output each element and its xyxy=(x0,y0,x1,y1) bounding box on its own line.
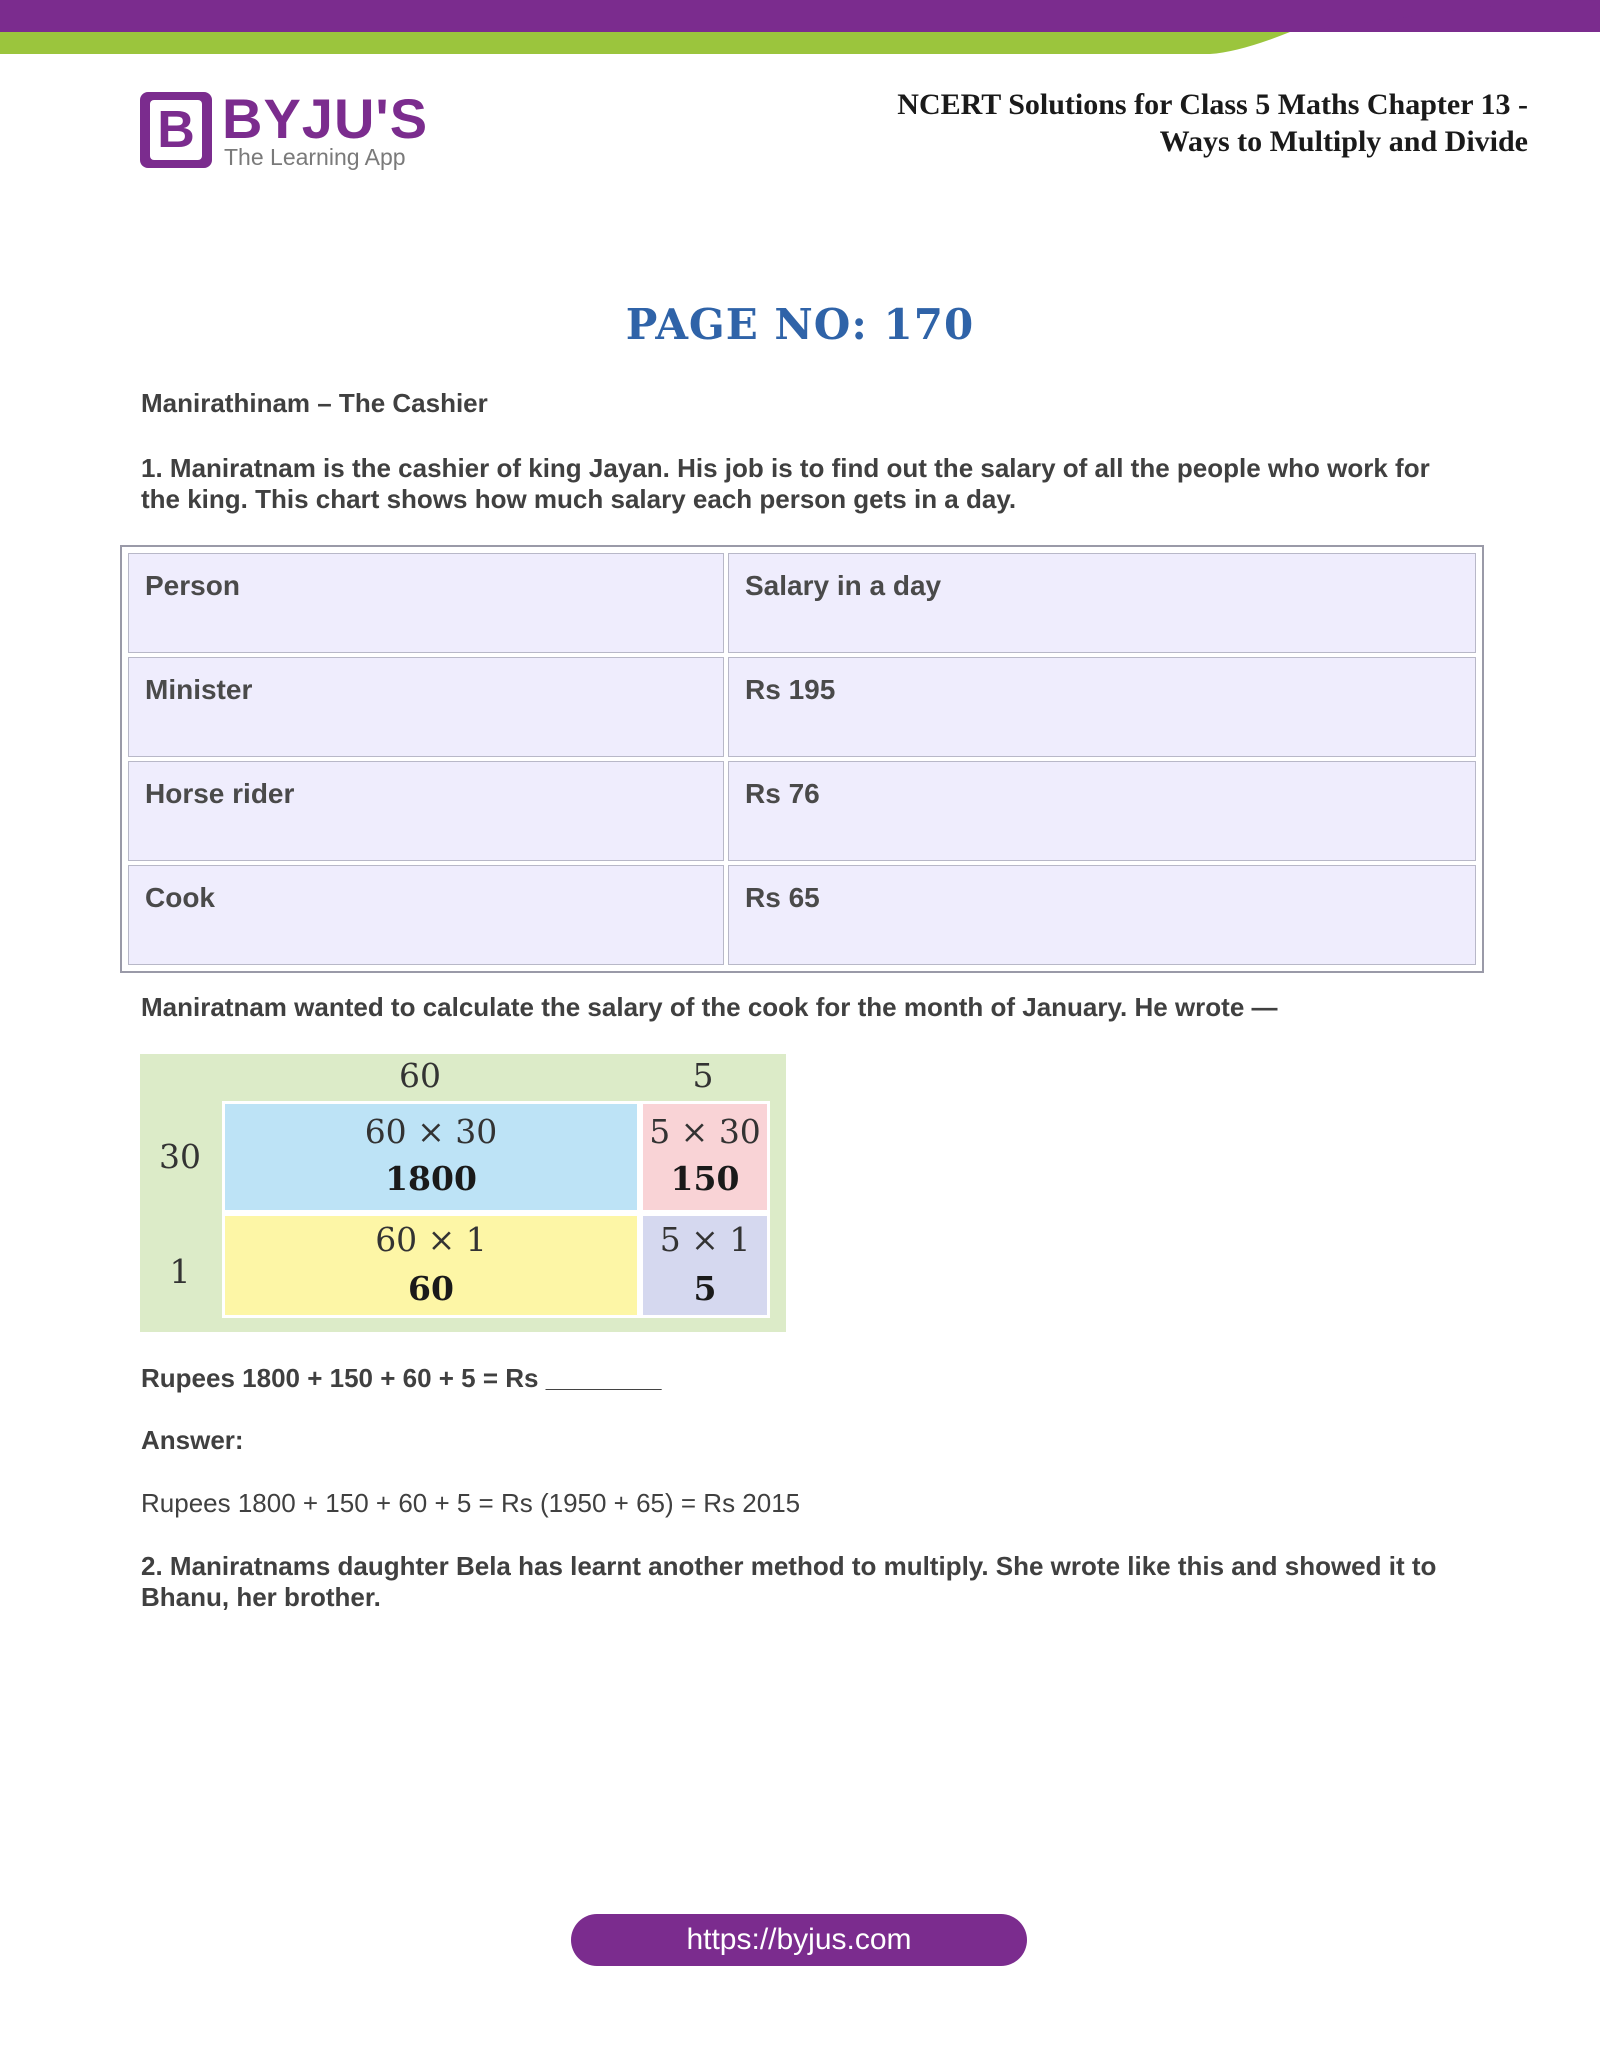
grid-cell-expression: 5 × 30 xyxy=(649,1112,761,1151)
logo-name: BYJU'S xyxy=(222,87,429,150)
grid-cell xyxy=(640,1101,770,1213)
table-row xyxy=(128,865,1476,965)
table-header-cell: Person xyxy=(128,553,724,653)
grid-cell-value: 60 xyxy=(408,1269,454,1308)
grid-cell xyxy=(640,1213,770,1318)
grid-cell-expression: 60 × 30 xyxy=(364,1112,498,1151)
grid-cell xyxy=(222,1213,640,1318)
grid-row-label: 1 xyxy=(169,1252,191,1291)
grid-cell-value: 5 xyxy=(693,1269,717,1308)
table-cell: Rs 195 xyxy=(728,657,1476,757)
footer-url-link[interactable]: https://byjus.com xyxy=(571,1914,1027,1966)
document-title-line1: NCERT Solutions for Class 5 Maths Chapter 13 - xyxy=(897,88,1528,121)
section-title: Manirathinam – The Cashier xyxy=(141,388,488,418)
grid-col-label: 60 xyxy=(399,1056,441,1095)
document-title-line2: Ways to Multiply and Divide xyxy=(1159,125,1528,158)
table-header-row xyxy=(128,553,1476,653)
grid-row-label: 30 xyxy=(159,1137,201,1176)
answer-text: Rupees 1800 + 150 + 60 + 5 = Rs (1950 + 65) = Rs 2015 xyxy=(141,1488,801,1518)
table-row xyxy=(128,761,1476,861)
question-2: 2. Maniratnams daughter Bela has learnt another method to multiply. She wrote like this and showed it to Bhanu, her brother. xyxy=(141,1551,1437,1612)
byjus-logo xyxy=(140,87,430,172)
logo-tagline: The Learning App xyxy=(224,144,406,170)
grid-col-label: 5 xyxy=(692,1056,714,1095)
salary-table xyxy=(120,545,1484,973)
table-cell: Rs 65 xyxy=(728,865,1476,965)
byjus-logo-icon: B xyxy=(140,92,212,168)
table-row xyxy=(128,657,1476,757)
intro-text: Maniratnam wanted to calculate the salary of the cook for the month of January. He wrote — xyxy=(141,992,1278,1022)
sum-line: Rupees 1800 + 150 + 60 + 5 = Rs ________ xyxy=(141,1363,662,1393)
table-cell: Cook xyxy=(128,865,724,965)
table-cell: Rs 76 xyxy=(728,761,1476,861)
grid-cell-expression: 60 × 1 xyxy=(375,1220,487,1259)
grid-cell-value: 150 xyxy=(670,1159,740,1198)
grid-cell-expression: 5 × 1 xyxy=(659,1220,751,1259)
top-decorative-band xyxy=(0,0,1600,60)
table-cell: Minister xyxy=(128,657,724,757)
grid-cell-value: 1800 xyxy=(385,1159,477,1198)
multiplication-grid xyxy=(140,1054,786,1332)
document-title xyxy=(768,86,1528,160)
answer-label: Answer: xyxy=(141,1425,244,1455)
table-cell: Horse rider xyxy=(128,761,724,861)
table-header-cell: Salary in a day xyxy=(728,553,1476,653)
question-1: 1. Maniratnam is the cashier of king Jayan. His job is to find out the salary of all the people who work for the king. This chart shows how much salary each person gets in a day. xyxy=(141,453,1430,514)
grid-cell xyxy=(222,1101,640,1213)
page-number-heading: PAGE NO: 170 xyxy=(625,300,975,349)
